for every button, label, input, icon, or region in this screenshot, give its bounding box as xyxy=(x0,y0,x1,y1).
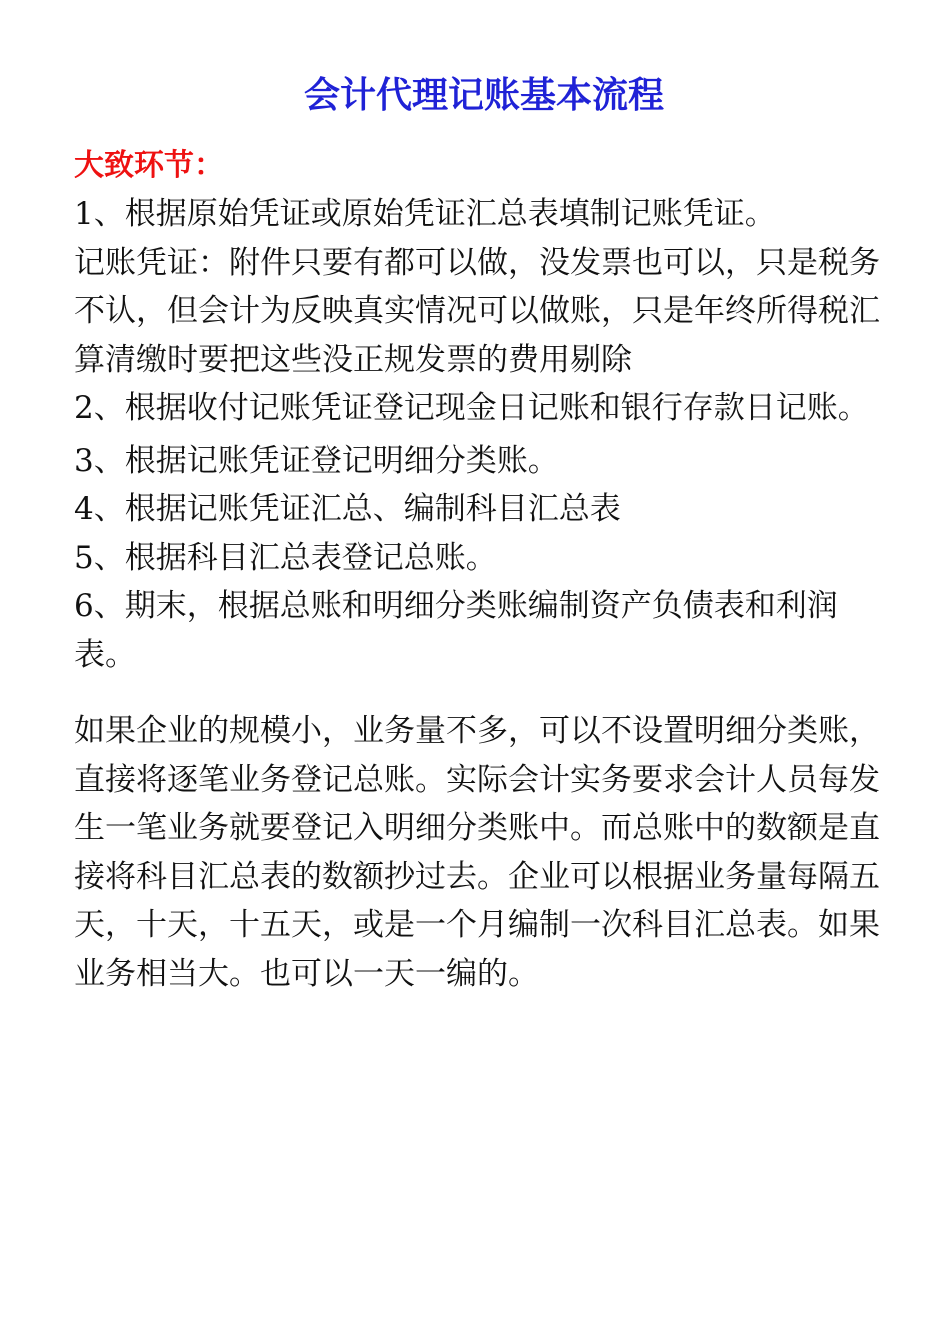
step-1: 1、根据原始凭证或原始凭证汇总表填制记账凭证。 xyxy=(74,196,776,232)
step-1-note: 记账凭证：附件只要有都可以做，没发票也可以，只是税务不认，但会计为反映真实情况可以做账，只是年终所得税汇算清缴时要把这些没正规发票的费用剔除 xyxy=(74,244,880,378)
step-6: 6、期末，根据总账和明细分类账编制资产负债表和利润表。 xyxy=(74,588,838,673)
document-title: 会计代理记账基本流程 xyxy=(303,75,664,116)
steps-list xyxy=(74,190,890,679)
step-3: 3、根据记账凭证登记明细分类账。 xyxy=(74,442,559,479)
step-5: 5、根据科目汇总表登记总账。 xyxy=(74,539,497,576)
step-4: 4、根据记账凭证汇总、编制科目汇总表 xyxy=(74,491,621,527)
summary-paragraph: 如果企业的规模小，业务量不多，可以不设置明细分类账，直接将逐笔业务登记总账。实际会计实务要求会计人员每发生一笔业务就要登记入明细分类账中。而总账中的数额是直接将科目汇总表的数额抄过去。企业可以根据业务量每隔五天，十天，十五天，或是一个月编制一次科目汇总表。如果业务相当大。也可以一天一编的。 xyxy=(74,713,880,992)
section-heading: 大致环节： xyxy=(74,148,224,183)
step-2: 2、根据收付记账凭证登记现金日记账和银行存款日记账。 xyxy=(74,390,869,426)
